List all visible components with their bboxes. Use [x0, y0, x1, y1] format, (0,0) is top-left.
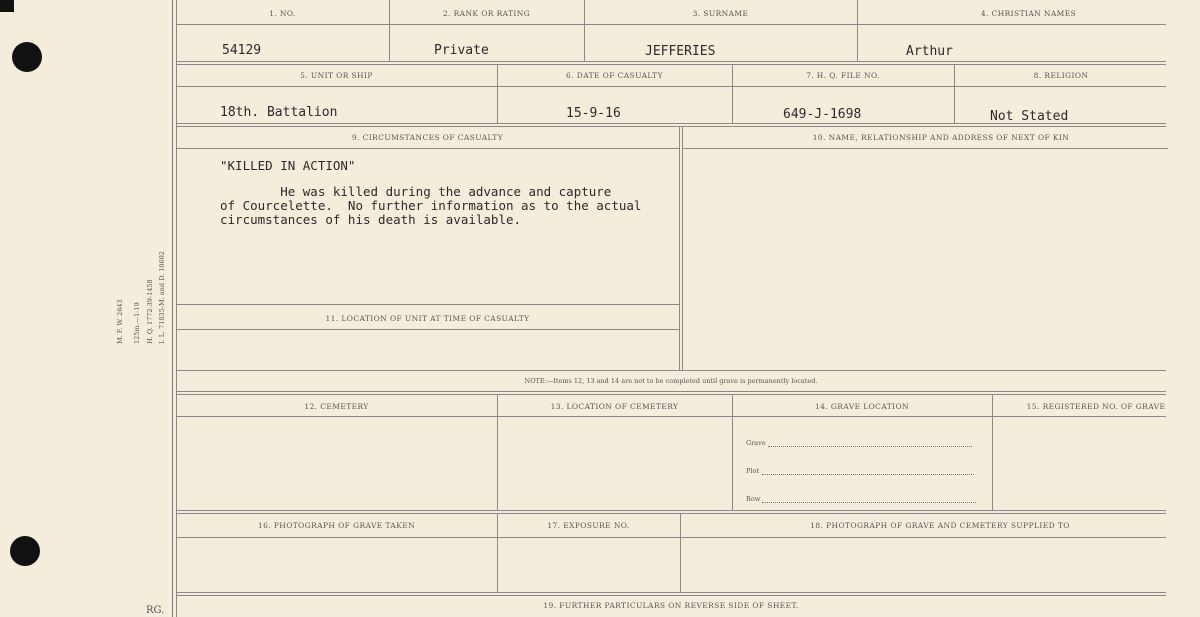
circumstances-line2: He was killed during the advance and capture	[220, 184, 612, 199]
value-surname: JEFFERIES	[645, 44, 716, 59]
value-christian-names: Arthur	[906, 44, 953, 59]
header-religion: 8. RELIGION	[1033, 71, 1089, 80]
header-photo-taken: 16. PHOTOGRAPH OF GRAVE TAKEN	[257, 521, 416, 530]
header-surname: 3. SURNAME	[692, 9, 749, 18]
header-grave-location: 14. GRAVE LOCATION	[814, 402, 910, 411]
header-registered-no: 15. REGISTERED NO. OF GRAVE	[1026, 402, 1166, 411]
header-rank: 2. RANK OR RATING	[442, 9, 531, 18]
value-date: 15-9-16	[566, 106, 621, 121]
header-file: 7. H. Q. FILE NO.	[806, 71, 880, 80]
value-religion: Not Stated	[990, 109, 1069, 124]
header-exposure: 17. EXPOSURE NO.	[547, 521, 630, 530]
circumstances-line3: of Courcelette. No further information as to the actual	[220, 198, 642, 213]
plot-label: Plot	[746, 467, 759, 475]
header-no: 1. NO.	[269, 9, 296, 18]
circumstances-line1: "KILLED IN ACTION"	[220, 158, 356, 173]
header-further-particulars: 19. FURTHER PARTICULARS ON REVERSE SIDE OF SHEET.	[543, 601, 799, 610]
side-print-line3: H. Q. 1772-39-1458	[146, 279, 154, 344]
value-unit: 18th. Battalion	[220, 105, 338, 120]
top-edge-mark	[0, 0, 14, 12]
header-circumstances: 9. CIRCUMSTANCES OF CASUALTY	[351, 133, 504, 142]
punch-hole-bottom	[10, 536, 40, 566]
grave-label: Grave	[746, 439, 766, 447]
value-file: 649-J-1698	[783, 107, 862, 122]
header-next-of-kin: 10. NAME, RELATIONSHIP AND ADDRESS OF NEXT OF KIN	[812, 133, 1070, 142]
header-photo-supplied: 18. PHOTOGRAPH OF GRAVE AND CEMETERY SUPPLIED TO	[810, 521, 1070, 530]
side-print-line1: M. F. W. 2643	[116, 299, 124, 344]
header-location-cemetery: 13. LOCATION OF CEMETERY	[550, 402, 679, 411]
header-christian-names: 4. CHRISTIAN NAMES	[980, 9, 1077, 18]
value-no: 54129	[222, 43, 262, 58]
corner-mark: RG.	[146, 605, 165, 616]
side-print-line2: 125m.—1-19	[133, 302, 141, 344]
circumstances-line4: circumstances of his death is available.	[220, 212, 522, 227]
header-unit: 5. UNIT OR SHIP	[300, 71, 373, 80]
header-location-unit: 11. LOCATION OF UNIT AT TIME OF CASUALTY	[325, 314, 530, 323]
header-date: 6. DATE OF CASUALTY	[566, 71, 663, 80]
punch-hole-top	[12, 42, 42, 72]
note-text: NOTE:—Items 12, 13 and 14 are not to be completed until grave is permanently located.	[524, 377, 818, 385]
side-print-line4: I. L. 71835-M. and D. 10602	[158, 251, 166, 344]
row-label: Row	[746, 495, 761, 503]
value-rank: Private	[434, 43, 489, 58]
left-margin-line	[172, 0, 173, 617]
header-cemetery: 12. CEMETERY	[304, 402, 369, 411]
